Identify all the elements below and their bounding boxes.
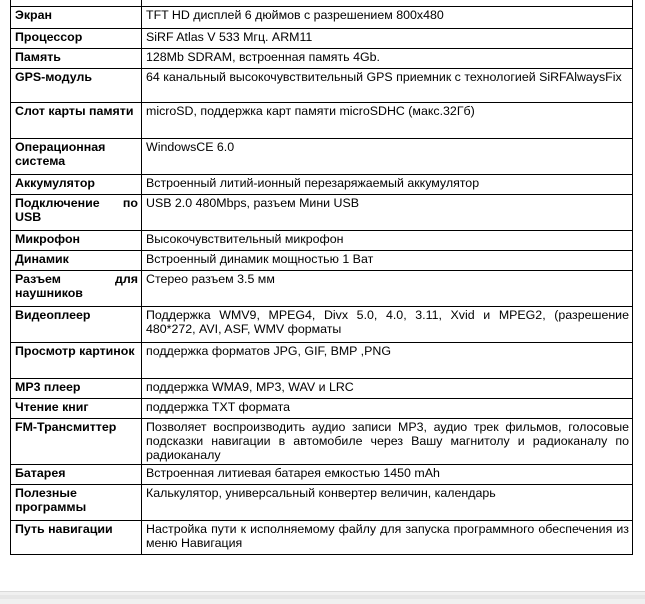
- spec-label-cell: [11, 195, 142, 231]
- table-row: [11, 271, 633, 307]
- scrollbar-track[interactable]: [0, 595, 645, 599]
- spec-label-cell: [11, 29, 142, 49]
- spec-label-cell: [11, 307, 142, 343]
- spec-label: Видеоплеер: [15, 308, 91, 322]
- spec-value: TFT HD дисплей 6 дюймов с разрешением 800x480: [146, 8, 444, 22]
- spec-label: Динамик: [15, 252, 69, 266]
- spec-value-cell: [142, 307, 633, 343]
- spec-label: Аккумулятор: [15, 176, 95, 190]
- spec-label: Чтение книг: [15, 400, 89, 414]
- spec-value-cell: [142, 195, 633, 231]
- table-row: [11, 175, 633, 195]
- table-row: [11, 399, 633, 419]
- spec-label: GPS-модуль: [15, 70, 92, 84]
- spec-value-cell: [142, 49, 633, 69]
- table-row: [11, 195, 633, 231]
- spec-label: Слот карты памяти: [15, 104, 134, 118]
- spec-value: поддержка форматов JPG, GIF, BMP ,PNG: [146, 344, 391, 358]
- table-row: [11, 103, 633, 139]
- spec-value: 64 канальный высокочувствительный GPS приемник с технологией SiRFAlwaysFix: [146, 70, 622, 84]
- spec-value-cell: [142, 231, 633, 251]
- spec-value: Встроенный динамик мощностью 1 Ват: [146, 252, 374, 266]
- spec-label-cell: [11, 103, 142, 139]
- spec-value: USB 2.0 480Mbps, разъем Мини USB: [146, 196, 360, 210]
- spec-value-cell: [142, 485, 633, 521]
- table-row: [11, 343, 633, 379]
- spec-label: FM-Трансмиттер: [15, 420, 117, 434]
- spec-label-cell: [11, 419, 142, 465]
- table-row: [11, 521, 633, 555]
- spec-label: Экран: [15, 8, 52, 22]
- spec-value: Настройка пути к исполняемому файлу для запуска программного обеспечения из меню Навигация: [146, 522, 629, 550]
- spec-label-cell: [11, 175, 142, 195]
- spec-label-cell: [11, 521, 142, 555]
- spec-label-cell: [11, 379, 142, 399]
- horizontal-scrollbar[interactable]: [0, 591, 645, 604]
- spec-value: поддержка WMA9, MP3, WAV и LRC: [146, 380, 354, 394]
- spec-label-cell: [11, 485, 142, 521]
- spec-value: Высокочувствительный микрофон: [146, 232, 344, 246]
- spec-value-cell: [142, 69, 633, 103]
- spec-value-cell: [142, 251, 633, 271]
- spec-value-cell: [142, 139, 633, 175]
- spec-value: Поддержка WMV9, MPEG4, Divx 5.0, 4.0, 3.11, Xvid и MPEG2, (разрешение 480*272, AVI, ASF, WMV форматы: [146, 308, 629, 336]
- spec-label-cell: [11, 343, 142, 379]
- spec-value-cell: [142, 7, 633, 29]
- table-row: [11, 419, 633, 465]
- spec-value-cell: [142, 29, 633, 49]
- spec-label: Память: [15, 50, 61, 64]
- spec-value: поддержка TXT формата: [146, 400, 291, 414]
- spec-value: SiRF Atlas V 533 Мгц. ARM11: [146, 30, 313, 44]
- spec-label-cell: [11, 49, 142, 69]
- spec-label-cell: [11, 271, 142, 307]
- table-row: [11, 7, 633, 29]
- spec-label-cell: [11, 69, 142, 103]
- spec-label: Полезные программы: [15, 486, 87, 514]
- spec-label-cell: [11, 251, 142, 271]
- spec-label: Подключение по USB: [15, 196, 138, 224]
- spec-label: Путь навигации: [15, 522, 113, 536]
- spec-value: Стерео разъем 3.5 мм: [146, 272, 275, 286]
- spec-table-body: [11, 0, 633, 555]
- spec-value-cell: [142, 343, 633, 379]
- spec-label-cell: [11, 139, 142, 175]
- spec-label: Процессор: [15, 30, 83, 44]
- spec-label: Разъем для наушников: [15, 272, 138, 300]
- spec-value-cell: [142, 399, 633, 419]
- spec-value-cell: [142, 419, 633, 465]
- spec-value: 128Mb SDRAM, встроенная память 4Gb.: [146, 50, 380, 64]
- spec-label: Микрофон: [15, 232, 81, 246]
- table-row: [11, 49, 633, 69]
- spec-value-cell: [142, 465, 633, 485]
- table-row: [11, 69, 633, 103]
- spec-value: Встроенный литий-ионный перезаряжаемый аккумулятор: [146, 176, 480, 190]
- spec-label-cell: [11, 399, 142, 419]
- spec-label: Просмотр картинок: [15, 344, 135, 358]
- spec-label: Батарея: [15, 466, 66, 480]
- spec-value: WindowsCE 6.0: [146, 140, 235, 154]
- table-row: [11, 29, 633, 49]
- spec-label-cell: [11, 465, 142, 485]
- spec-label: MP3 плеер: [15, 380, 81, 394]
- spec-value-cell: [142, 175, 633, 195]
- spec-value-cell: [142, 103, 633, 139]
- spec-value-cell: [142, 379, 633, 399]
- spec-value: Позволяет воспроизводить аудио записи MP3, аудио трек фильмов, голосовые подсказки навигации в автомобиле через Вашу магнитолу и радиоканалу по радиоканалу: [146, 420, 629, 462]
- spec-value: Калькулятор, универсальный конвертер величин, календарь: [146, 486, 496, 500]
- table-row: [11, 231, 633, 251]
- table-row: [11, 307, 633, 343]
- table-row: [11, 465, 633, 485]
- spec-label-cell: [11, 231, 142, 251]
- spec-value: Встроенная литиевая батарея емкостью 1450 mAh: [146, 466, 440, 480]
- table-row: [11, 139, 633, 175]
- table-row: [11, 485, 633, 521]
- spec-label: Операционная система: [15, 140, 106, 168]
- spec-table: [10, 0, 633, 555]
- spec-value-cell: [142, 271, 633, 307]
- spec-value: microSD, поддержка карт памяти microSDHC (макс.32Гб): [146, 104, 475, 118]
- spec-value-cell: [142, 521, 633, 555]
- spec-label-cell: [11, 7, 142, 29]
- table-row: [11, 251, 633, 271]
- table-row: [11, 379, 633, 399]
